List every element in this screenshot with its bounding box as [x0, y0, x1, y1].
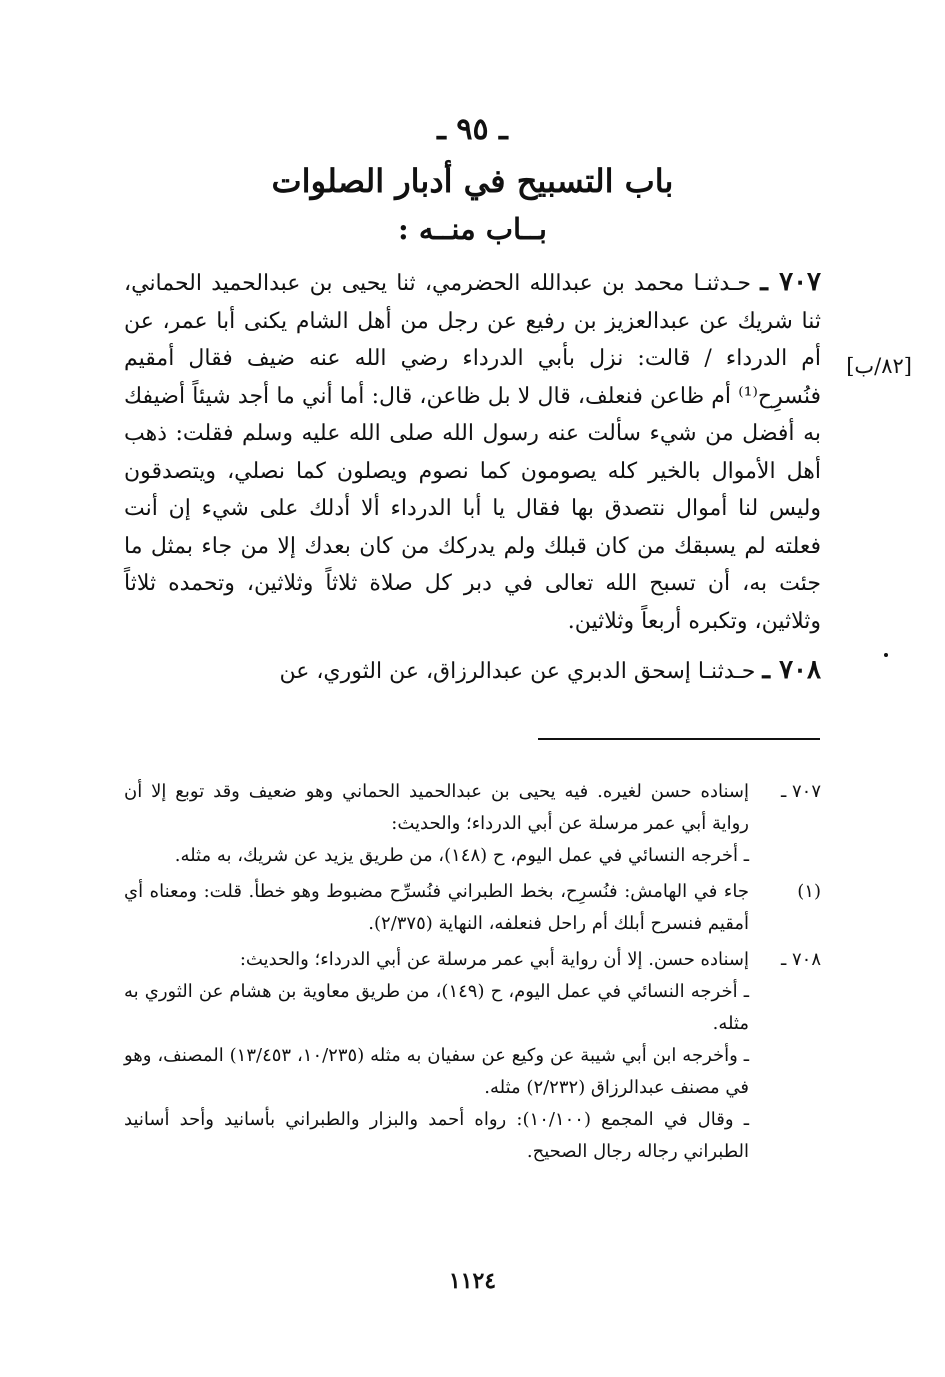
chapter-number: ـ ٩٥ ـ	[437, 112, 508, 147]
footnote-line: إسناده حسن. إلا أن رواية أبي عمر مرسلة عن أبي الدرداء؛ والحديث:	[239, 949, 749, 970]
footnote-body	[124, 876, 749, 940]
footnote-label: (١)	[797, 881, 821, 902]
footnote-708	[124, 944, 821, 1168]
hadith-number: ٧٠٧ ـ	[760, 267, 822, 297]
footnote-body	[124, 944, 749, 1168]
footnote-label: ٧٠٧ ـ	[780, 781, 821, 802]
footnotes	[124, 776, 821, 1172]
hadith-number: ٧٠٨ ـ	[762, 655, 821, 685]
manuscript-folio-reference: [٨٢/ب]	[846, 354, 912, 378]
hadith-text: حـدثنـا محمد بن عبدالله الحضرمي، ثنا يحيى بن عبدالحميد الحماني، ثنا شريك عن عبدالعزيز بن رفيع عن رجل من أهل الشام يكنى أبا عمر، عن أم الدرداء / قالت: نزل بأبي الدرداء رضي الله عنه ضيف فقال أمقيم فنُسرِح⁽¹⁾ أم ظاعن فنعلف، قال لا بل ظاعن، قال: أما أني ما أجد شيئاً أضيفك به أفضل من شيء سألت عنه رسول الله صلى الله عليه وسلم فقلت: ذهب أهل الأموال بالخير كله يصومون كما نصوم ويصلون كما نصلي، ويتصدقون وليس لنا أموال نتصدق بها فقال يا أبا الدرداء ألا أدلك على شيء إن أنت فعلته لم يسبقك من كان قبلك ولم يدركك من كان بعدك إلا من جاء بمثل ما جئت به، أن تسبح الله تعالى في دبر كل صلاة ثلاثاً وثلاثين، وتحمده ثلاثاً وثلاثين، وتكبره أربعاً وثلاثين.	[124, 271, 821, 634]
page-number: ١١٢٤	[448, 1268, 497, 1294]
page-title: باب التسبيح في أدبار الصلوات	[271, 162, 674, 200]
footnote-line: ـ أخرجه النسائي في عمل اليوم، ح (١٤٩)، من طريق معاوية بن هشام عن الثوري به مثله.	[124, 981, 749, 1034]
hadith-text: حـدثنـا إسحق الدبري عن عبدالرزاق، عن الثوري، عن	[279, 659, 756, 684]
footnote-label: ٧٠٨ ـ	[780, 949, 821, 970]
footnote-body	[124, 776, 749, 872]
hadith-707	[124, 264, 821, 640]
footnote-1	[124, 876, 821, 940]
footnote-707	[124, 776, 821, 872]
footnote-line: إسناده حسن لغيره. فيه يحيى بن عبدالحميد الحماني وهو ضعيف وقد توبع إلا أن رواية أبي عمر مرسلة عن أبي الدرداء؛ والحديث:	[124, 781, 749, 834]
footnote-line: ـ وقال في المجمع (١٠/١٠٠): رواه أحمد والبزار والطبراني بأسانيد وأحد أسانيد الطبراني رجاله رجال الصحيح.	[124, 1109, 749, 1162]
footnote-line: ـ وأخرجه ابن أبي شيبة عن وكيع عن سفيان به مثله (١٠/٢٣٥، ١٣/٤٥٣) المصنف، وهو في مصنف عبدالرزاق (٢/٢٣٢) مثله.	[124, 1045, 749, 1098]
footnote-line: ـ أخرجه النسائي في عمل اليوم، ح (١٤٨)، من طريق يزيد عن شريك، به مثله.	[174, 845, 749, 866]
stray-dot	[884, 653, 888, 657]
footnote-divider	[538, 738, 820, 740]
hadith-708	[124, 652, 821, 691]
footnote-line: جاء في الهامش: فنُسرِح، بخط الطبراني فنُسرِّح مضبوط وهو خطأ. قلت: ومعناه أي أمقيم فنسرح أبلك أم راحل فنعلفه، النهاية (٢/٣٧٥).	[124, 881, 749, 934]
main-text	[124, 264, 821, 691]
section-subtitle: بــاب منــه :	[398, 212, 547, 246]
